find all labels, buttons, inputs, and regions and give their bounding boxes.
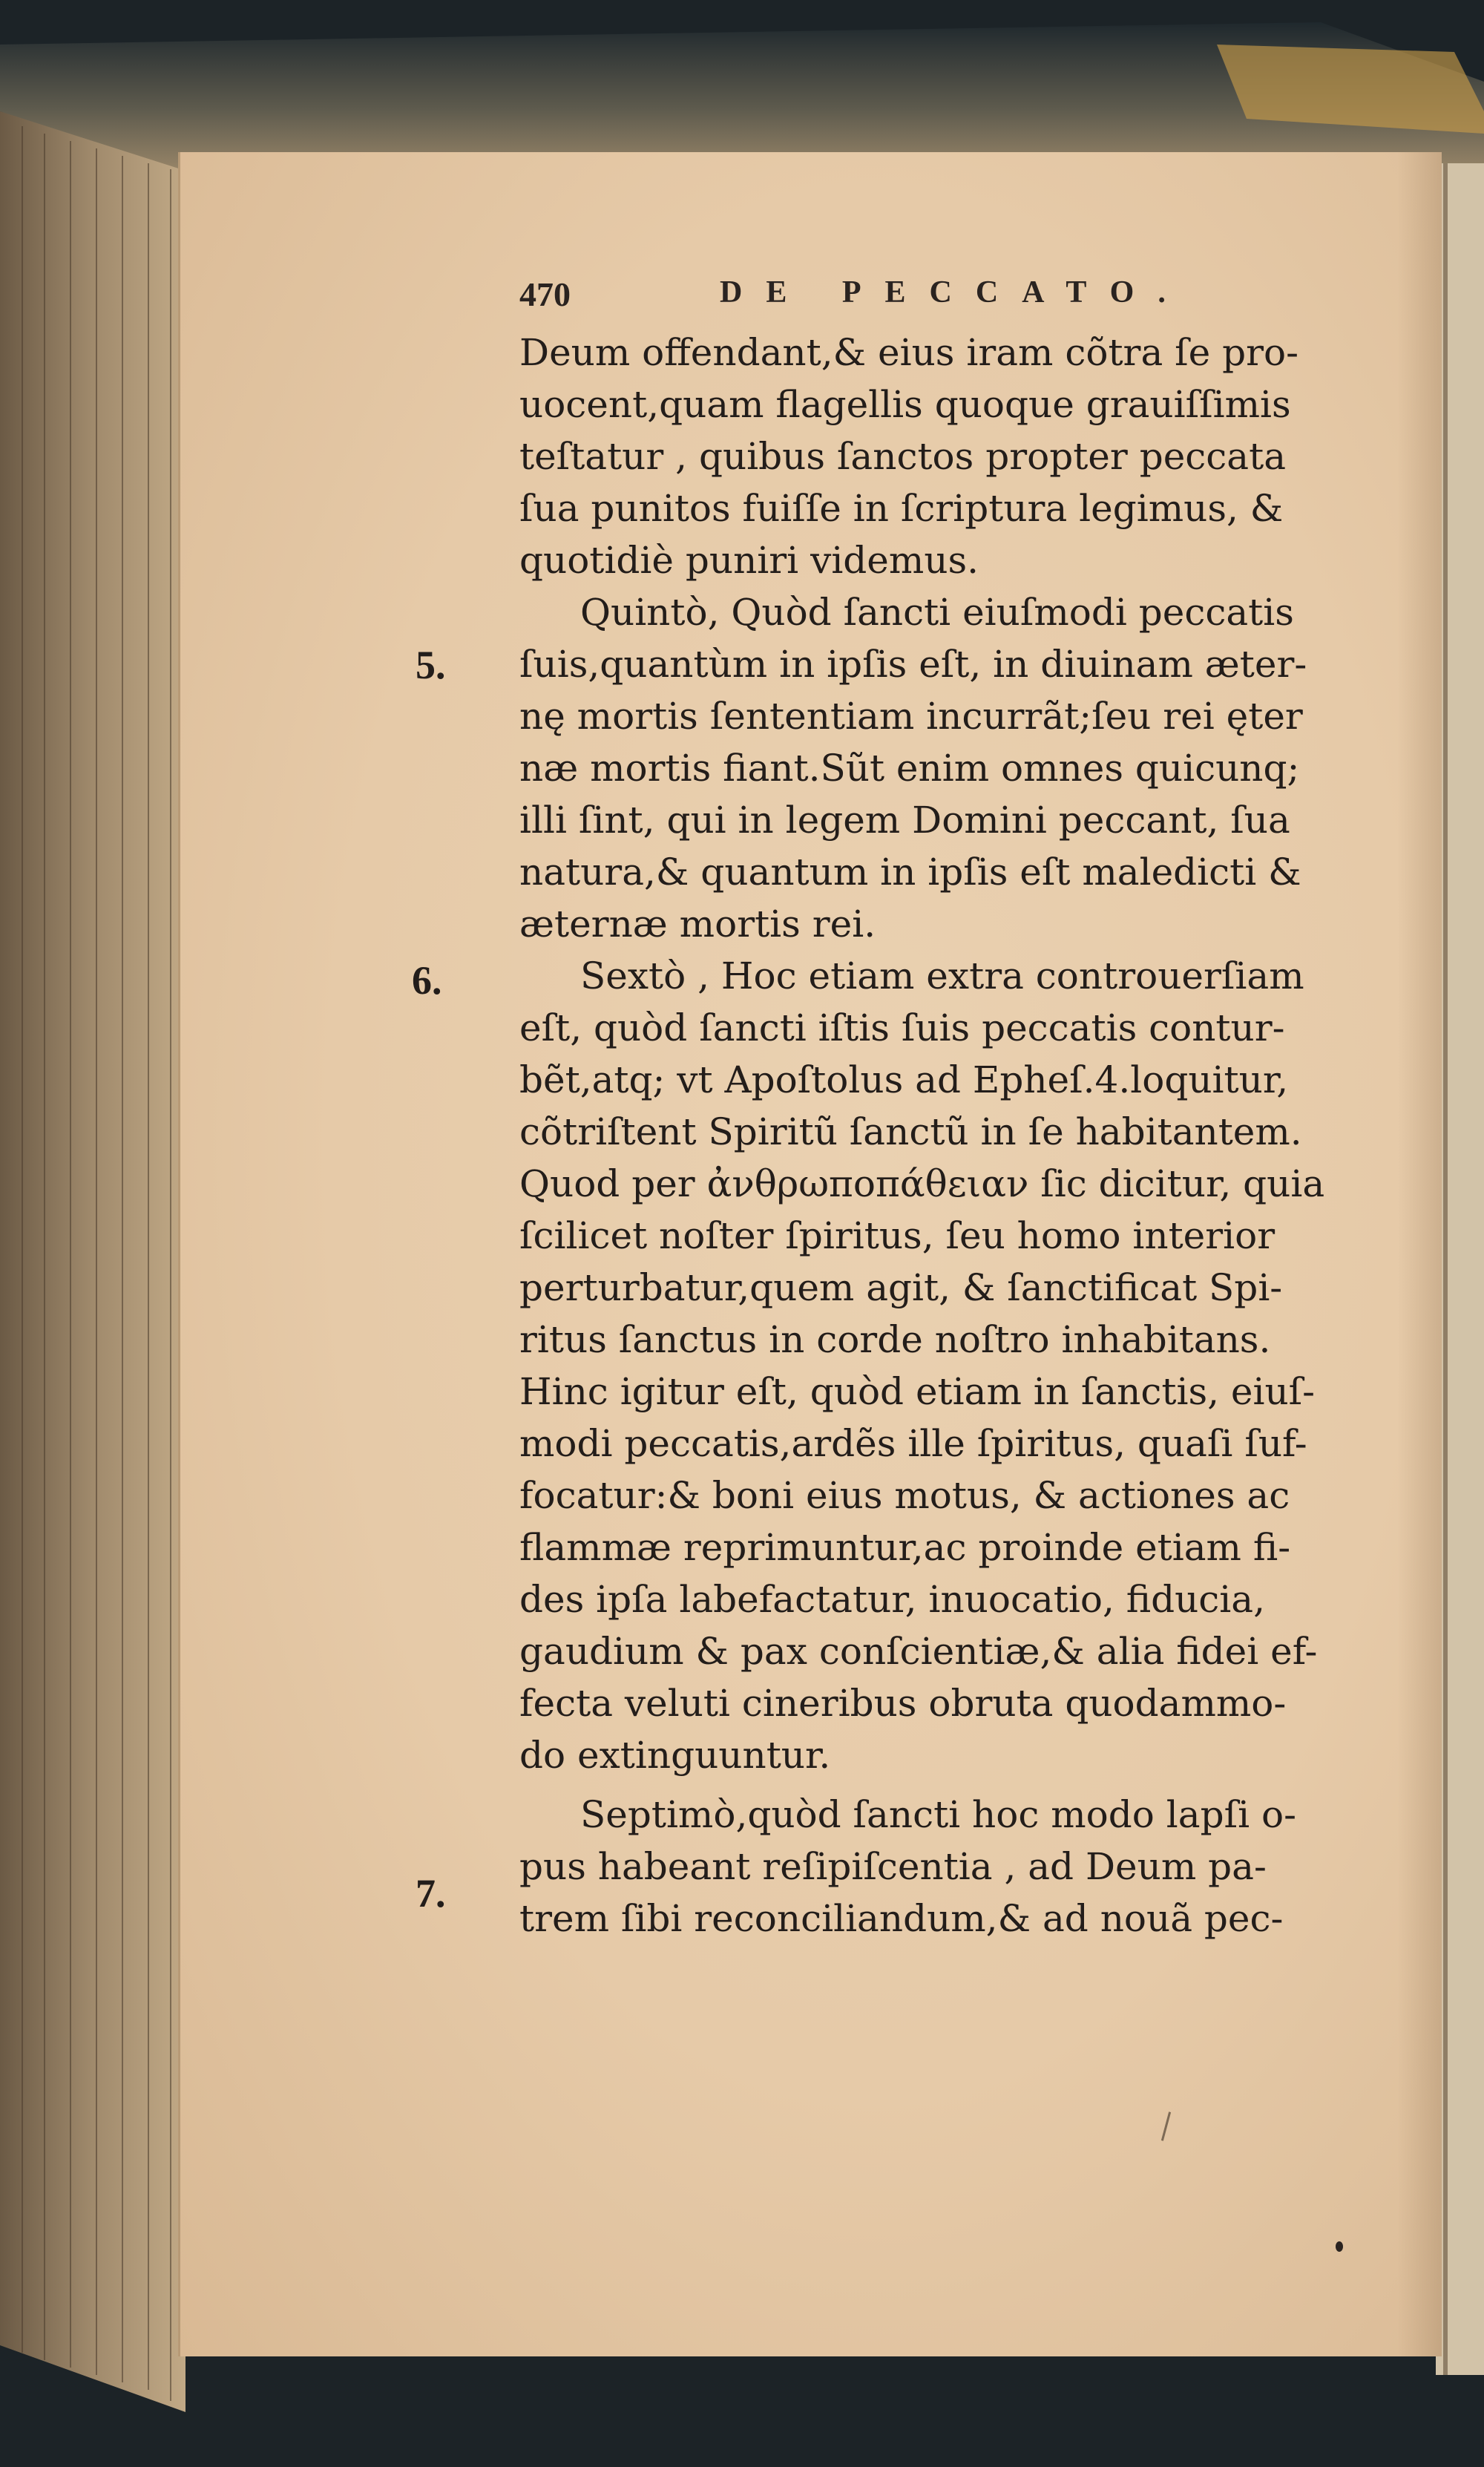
ink-speck [1336, 2241, 1343, 2252]
text-line: Deum offendant,& eius iram cõtra ſe pro- [519, 331, 1299, 374]
text-line: pus habeant reſipiſcentia , ad Deum pa- [519, 1845, 1267, 1888]
margin-number: 5. [416, 643, 446, 687]
text-line: ritus ſanctus in corde noſtro inhabitans. [519, 1318, 1271, 1361]
text-line: Hinc igitur eſt, quòd etiam in ſanctis, eiuſ- [519, 1370, 1316, 1413]
text-line: cõtriſtent Spiritũ ſanctũ in ſe habitantem. [519, 1110, 1302, 1153]
text-line: eſt, quòd ſancti iſtis ſuis peccatis contur- [519, 1006, 1285, 1049]
text-line: Sextò , Hoc etiam extra controuerſiam [580, 954, 1304, 997]
running-title: DE PECCATO. [720, 275, 1189, 309]
text-line: do extinguuntur. [519, 1734, 831, 1777]
margin-number: 6. [412, 958, 442, 1003]
text-line: uocent,quam flagellis quoque grauiſſimis [519, 383, 1291, 426]
text-line: modi peccatis,ardẽs ille ſpiritus, quaſi ſuf- [519, 1422, 1307, 1465]
text-line: ſcilicet noſter ſpiritus, ſeu homo interior [519, 1214, 1275, 1257]
text-line: des ipſa labefactatur, inuocatio, fiducia, [519, 1578, 1266, 1621]
page-header [519, 275, 1261, 327]
text-line: Quintò, Quòd ſancti eiuſmodi peccatis [580, 591, 1294, 634]
text-line: flammæ reprimuntur,ac proinde etiam fi- [519, 1526, 1291, 1569]
text-line: gaudium & pax conſcientiæ,& alia fidei ef- [519, 1630, 1318, 1673]
margin-number: 7. [416, 1871, 446, 1916]
text-line: perturbatur,quem agit, & ſanctificat Spi- [519, 1266, 1283, 1309]
text-line: illi ſint, qui in legem Domini peccant, ſua [519, 799, 1290, 842]
text-line: teſtatur , quibus ſanctos propter peccata [519, 435, 1287, 478]
text-line: Quod per ἀνθρωποπάθειαν ſic dicitur, quia [519, 1162, 1325, 1205]
text-line: Septimò,quòd ſancti hoc modo lapſi o- [580, 1793, 1296, 1836]
gutter-shadow [1397, 152, 1442, 2356]
text-line: natura,& quantum in ipſis eſt maledicti & [519, 851, 1301, 894]
text-line: næ mortis fiant.Sũt enim omnes quicunq; [519, 747, 1300, 790]
text-line: fecta veluti cineribus obruta quodammo- [519, 1682, 1287, 1725]
text-line: bẽt,atq; vt Apoſtolus ad Epheſ.4.loquitur, [519, 1058, 1289, 1101]
page-number: 470 [519, 275, 571, 313]
text-line: ſua punitos fuiſſe in ſcriptura legimus, & [519, 487, 1284, 530]
text-line: æternæ mortis rei. [519, 902, 876, 946]
text-line: nę mortis ſententiam incurrãt;ſeu rei ęter [519, 695, 1303, 738]
text-line: quotidiè puniri videmus. [519, 539, 979, 582]
text-line: focatur:& boni eius motus, & actiones ac [519, 1474, 1290, 1517]
text-line: ſuis,quantùm in ipſis eſt, in diuinam æter- [519, 643, 1307, 686]
text-line: trem ſibi reconciliandum,& ad nouã pec- [519, 1897, 1284, 1940]
